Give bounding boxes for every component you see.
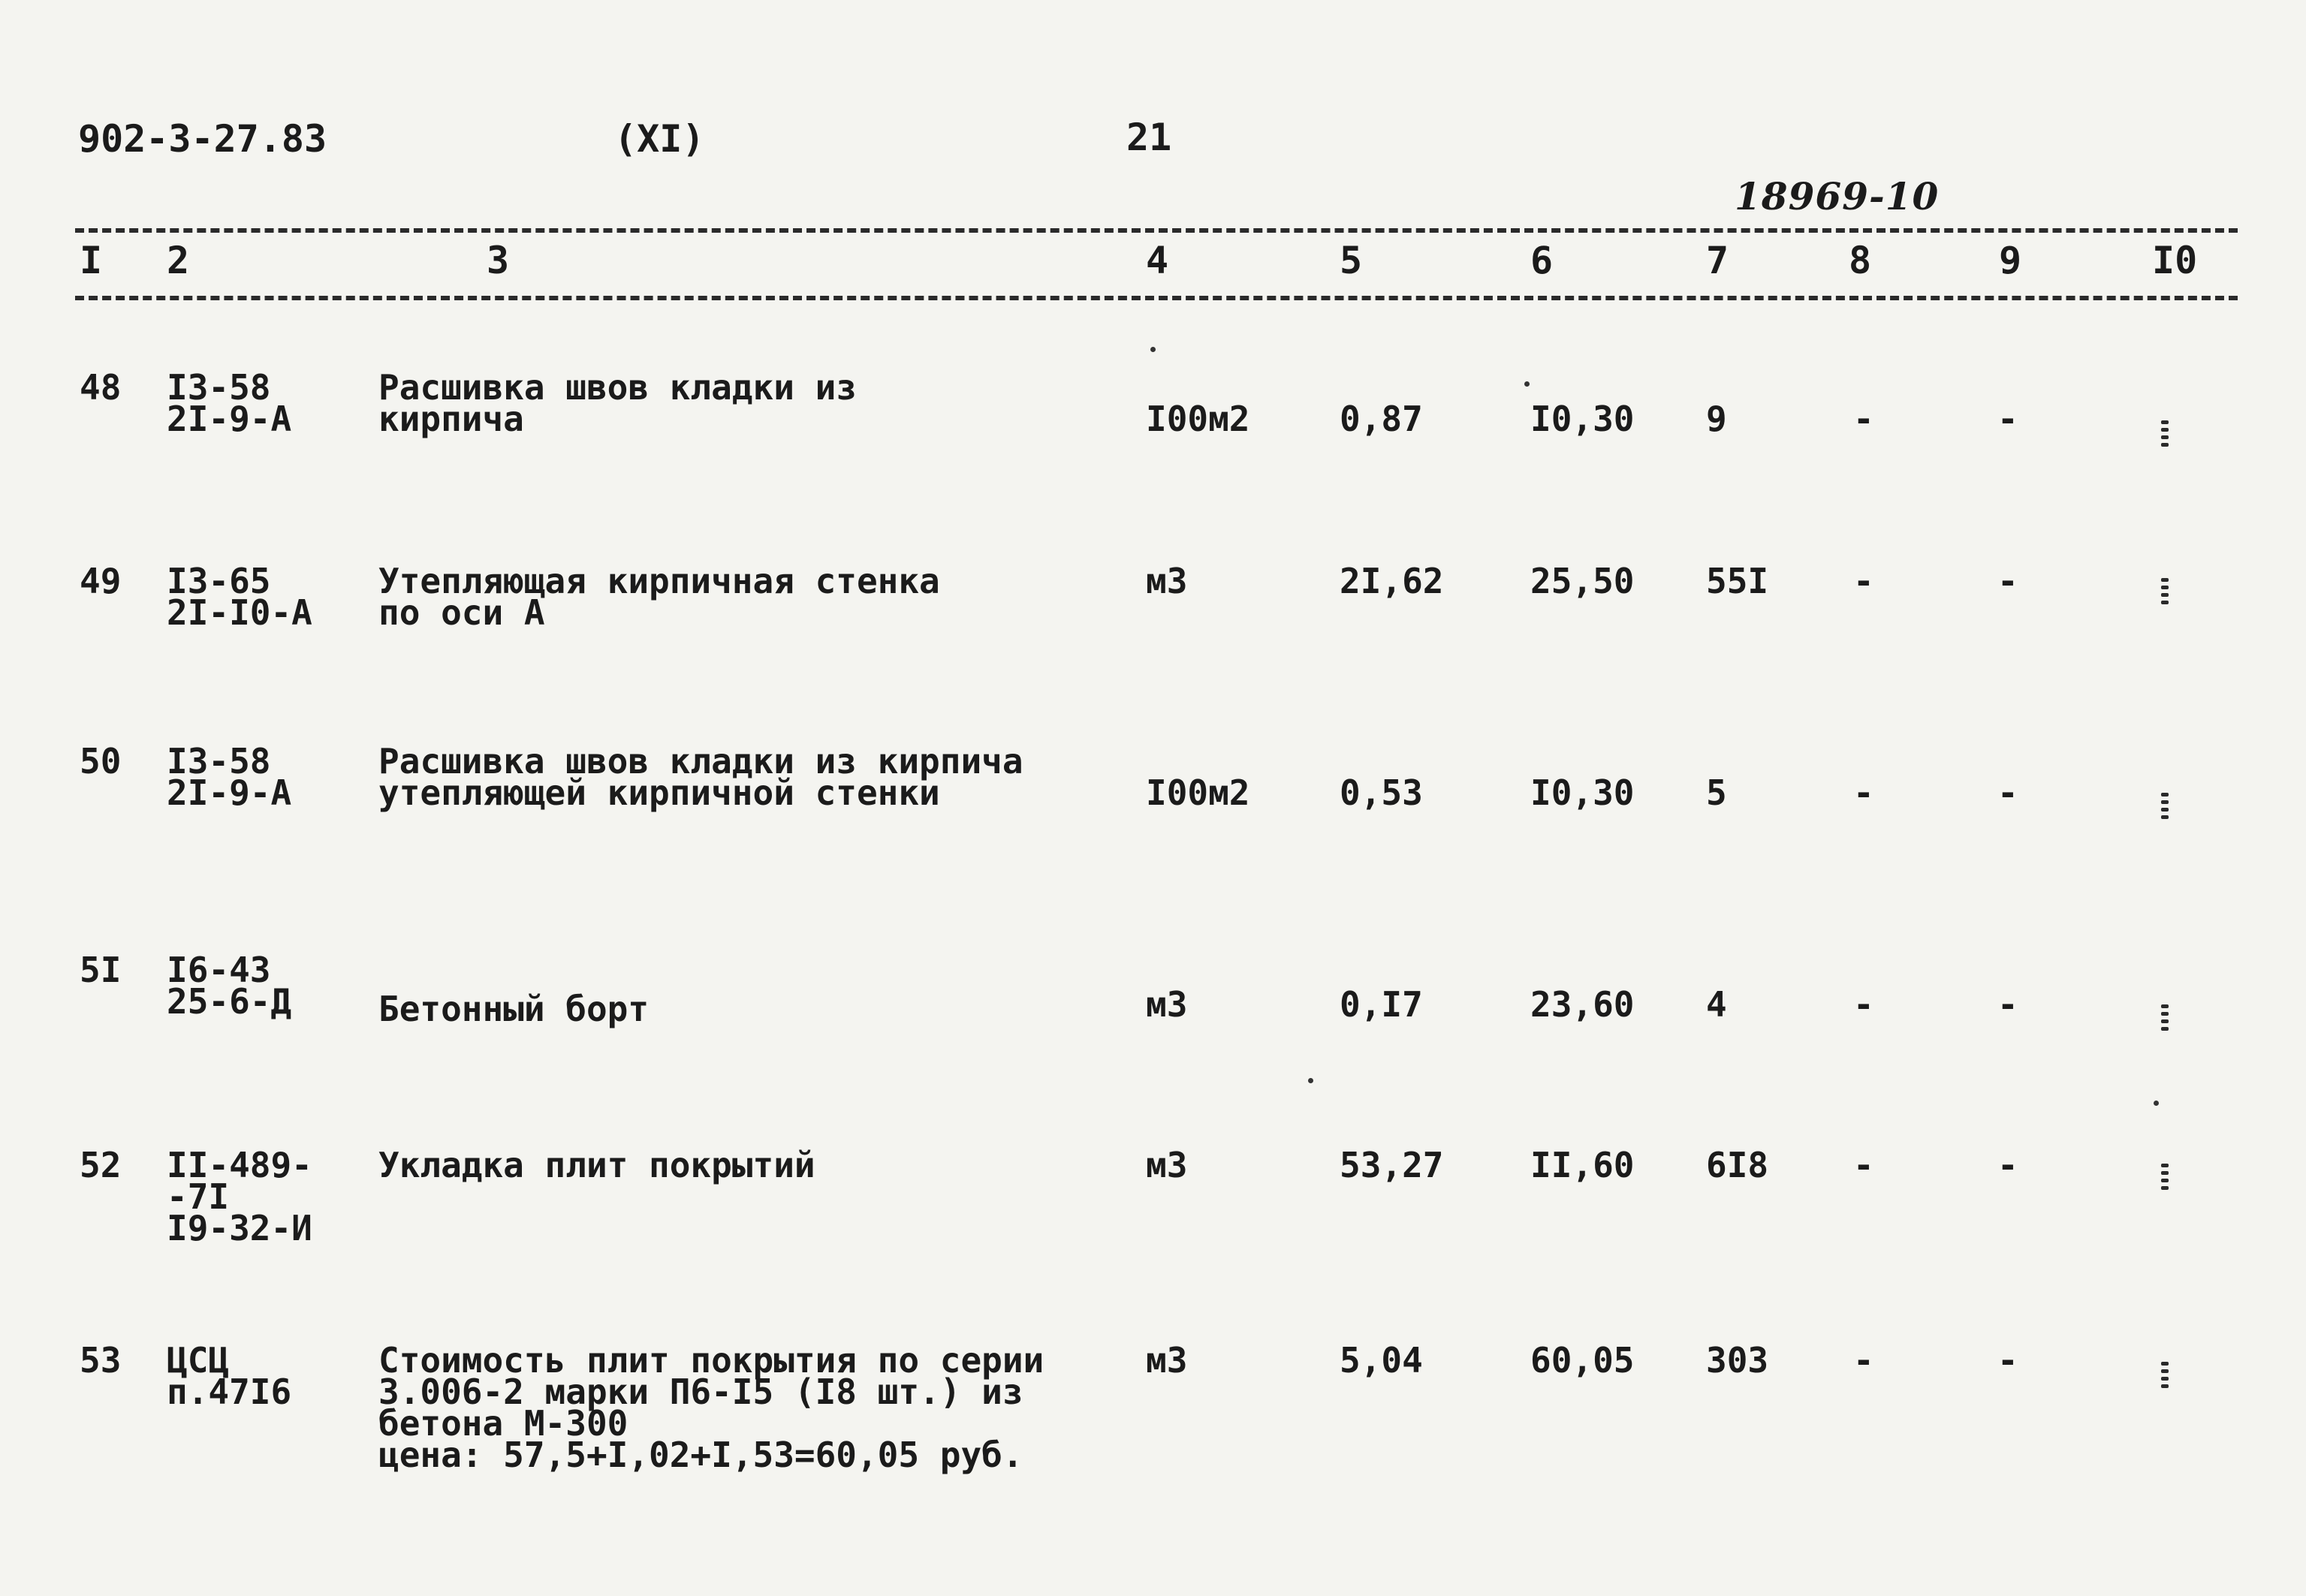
header-top-rule [75, 228, 2238, 233]
unit-price: I0,30 [1530, 772, 1635, 813]
col-header-8: 8 [1849, 239, 1872, 282]
col9-value: - [1997, 399, 2018, 439]
norm-code: ЦСЦ [167, 1340, 230, 1381]
col8-value: - [1853, 561, 1874, 601]
row-number: 50 [80, 741, 122, 781]
col8-value: - [1853, 399, 1874, 439]
norm-code: -7I [167, 1176, 230, 1217]
col9-value: - [1997, 1145, 2018, 1185]
norm-code: II-489- [167, 1145, 312, 1185]
norm-code: п.47I6 [167, 1372, 292, 1412]
unit: м3 [1146, 561, 1188, 601]
total-cost: 9 [1706, 399, 1727, 439]
col8-value: - [1853, 772, 1874, 813]
norm-code: I3-58 [167, 741, 271, 781]
work-description: Расшивка швов кладки из [378, 367, 857, 408]
unit-price: I0,30 [1530, 399, 1635, 439]
col-header-2: 2 [167, 239, 190, 282]
col-header-9: 9 [1999, 239, 2022, 282]
unit-price: 23,60 [1530, 984, 1635, 1025]
col-header-7: 7 [1706, 239, 1729, 282]
work-description: бетона М-300 [378, 1403, 628, 1444]
unit-price: 25,50 [1530, 561, 1635, 601]
row-number: 49 [80, 561, 122, 601]
page-number: 21 [1126, 116, 1172, 159]
unit: I00м2 [1146, 772, 1250, 813]
row-number: 48 [80, 367, 122, 408]
scan-speck [2154, 1101, 2159, 1106]
unit: м3 [1146, 1340, 1188, 1381]
row-number: 5I [80, 950, 122, 990]
ditto-mark [2161, 1004, 2169, 1034]
norm-code: 2I-I0-А [167, 592, 312, 633]
col8-value: - [1853, 984, 1874, 1025]
total-cost: 4 [1706, 984, 1727, 1025]
col9-value: - [1997, 984, 2018, 1025]
scan-speck [1308, 1078, 1313, 1083]
ditto-mark [2161, 420, 2169, 450]
total-cost: 55I [1706, 561, 1769, 601]
work-description: Расшивка швов кладки из кирпича [378, 741, 1023, 781]
work-description: кирпича [378, 399, 524, 439]
work-description: 3.006-2 марки П6-I5 (I8 шт.) из [378, 1372, 1023, 1412]
col9-value: - [1997, 1340, 2018, 1381]
unit-price: 60,05 [1530, 1340, 1635, 1381]
unit: м3 [1146, 984, 1188, 1025]
col8-value: - [1853, 1145, 1874, 1185]
norm-code: 2I-9-А [167, 772, 292, 813]
quantity: 53,27 [1340, 1145, 1444, 1185]
col-header-5: 5 [1340, 239, 1363, 282]
unit: I00м2 [1146, 399, 1250, 439]
quantity: 2I,62 [1340, 561, 1444, 601]
work-description: Бетонный борт [378, 989, 650, 1029]
norm-code: I3-65 [167, 561, 271, 601]
norm-code: 2I-9-А [167, 399, 292, 439]
quantity: 0,87 [1340, 399, 1423, 439]
handwritten-number: 18969-10 [1735, 174, 1940, 218]
scan-speck [1524, 381, 1530, 387]
row-number: 52 [80, 1145, 122, 1185]
ditto-mark [2161, 793, 2169, 823]
total-cost: 303 [1706, 1340, 1769, 1381]
norm-code: I6-43 [167, 950, 271, 990]
price-calculation: цена: 57,5+I,02+I,53=60,05 руб. [378, 1435, 1023, 1475]
col9-value: - [1997, 561, 2018, 601]
quantity: 0,53 [1340, 772, 1423, 813]
scan-speck [1150, 347, 1156, 352]
col-header-1: I [80, 239, 103, 282]
norm-code: I3-58 [167, 367, 271, 408]
ditto-mark [2161, 1362, 2169, 1392]
work-description: Укладка плит покрытий [378, 1145, 815, 1185]
col-header-4: 4 [1146, 239, 1169, 282]
total-cost: 6I8 [1706, 1145, 1769, 1185]
col-header-10: I0 [2152, 239, 2198, 282]
ditto-mark [2161, 1164, 2169, 1194]
section-label: (XI) [614, 117, 705, 161]
work-description: Утепляющая кирпичная стенка [378, 561, 940, 601]
unit: м3 [1146, 1145, 1188, 1185]
col-header-6: 6 [1530, 239, 1554, 282]
work-description: Стоимость плит покрытия по серии [378, 1340, 1044, 1381]
row-number: 53 [80, 1340, 122, 1381]
total-cost: 5 [1706, 772, 1727, 813]
col9-value: - [1997, 772, 2018, 813]
col8-value: - [1853, 1340, 1874, 1381]
norm-code: 25-6-Д [167, 981, 292, 1022]
ditto-mark [2161, 578, 2169, 608]
doc-code: 902-3-27.83 [78, 117, 327, 161]
norm-code: I9-32-И [167, 1208, 312, 1248]
work-description: утепляющей кирпичной стенки [378, 772, 940, 813]
col-header-3: 3 [487, 239, 510, 282]
quantity: 5,04 [1340, 1340, 1423, 1381]
quantity: 0,I7 [1340, 984, 1423, 1025]
work-description: по оси А [378, 592, 545, 633]
header-bottom-rule [75, 296, 2238, 300]
unit-price: II,60 [1530, 1145, 1635, 1185]
